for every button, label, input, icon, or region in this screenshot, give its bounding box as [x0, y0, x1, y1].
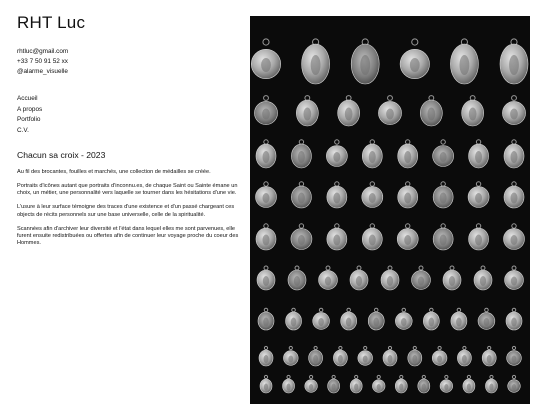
medal-icon	[258, 308, 274, 330]
medal-icon	[469, 140, 489, 168]
medal-icon	[504, 182, 524, 208]
medal-icon	[482, 346, 496, 366]
medal-icon	[326, 140, 347, 167]
medal-icon	[350, 266, 368, 290]
project-paragraph-3: L'usure à leur surface témoigne des traces d'une existence et d'un passé chargeant ces objects de récits personnels sur une base universelle, celle de la spiritualité.	[17, 204, 235, 218]
medal-icon	[333, 346, 347, 366]
nav-item-a-propos[interactable]: A propos	[17, 105, 43, 113]
nav-item-portfolio[interactable]: Portfolio	[17, 116, 41, 123]
medal-icon	[319, 266, 338, 289]
medal-icon	[291, 140, 311, 168]
medal-icon	[256, 140, 276, 168]
medal-icon	[432, 346, 447, 365]
medal-icon	[296, 96, 318, 126]
contact-block	[17, 47, 68, 77]
medal-icon	[468, 182, 489, 208]
medal-icon	[474, 266, 492, 290]
medal-icon	[433, 224, 453, 250]
medal-icon	[288, 266, 306, 290]
project-paragraph-1: Au fil des brocantes, fouilles et marchés, une collection de médailles se créée.	[17, 169, 211, 175]
contact-instagram[interactable]: @alarme_visuelle	[17, 68, 68, 75]
medal-icon	[400, 39, 429, 79]
medal-icon	[450, 39, 478, 84]
medal-icon	[328, 375, 340, 393]
medal-icon	[504, 140, 524, 168]
project-title: Chacun sa croix - 2023	[17, 150, 106, 160]
medal-icon	[502, 96, 525, 125]
medal-icon	[372, 375, 385, 392]
medal-icon	[408, 346, 422, 366]
medal-icon	[362, 182, 383, 208]
main-nav	[17, 94, 42, 136]
project-paragraph-4: Scannées afin d'archiver leur diversité et l'état dans lequel elles me sont parvenues, elle furent ensuite redistribuées ou offertes afin de continuer leur voyage proche du coeur des Hommes.	[17, 225, 239, 247]
medal-icon	[418, 375, 430, 393]
medal-icon	[440, 375, 453, 392]
medal-icon	[291, 182, 311, 208]
medal-icon	[397, 224, 418, 250]
medals-illustration	[250, 16, 530, 404]
medal-icon	[457, 346, 471, 366]
medal-icon	[398, 182, 418, 208]
medal-icon	[256, 182, 277, 208]
medal-icon	[500, 39, 528, 84]
medal-icon	[256, 224, 276, 250]
medal-icon	[341, 308, 357, 330]
nav-item-cv[interactable]: C.V.	[17, 126, 29, 134]
medal-icon	[443, 266, 461, 290]
contact-email[interactable]: rhtluc@gmail.com	[17, 48, 69, 55]
medal-icon	[381, 266, 399, 290]
medal-icon	[257, 266, 275, 290]
medal-icon	[383, 346, 397, 366]
medal-icon	[423, 308, 439, 330]
site-title[interactable]: RHT Luc	[17, 13, 86, 32]
medals-scan-image[interactable]	[250, 16, 530, 404]
medal-icon	[291, 224, 312, 250]
medal-icon	[485, 375, 497, 393]
medal-icon	[302, 39, 330, 84]
medal-icon	[362, 140, 382, 168]
nav-item-accueil[interactable]: Accueil	[17, 95, 38, 102]
medal-icon	[286, 308, 302, 330]
medal-icon	[469, 224, 489, 250]
medal-icon	[420, 96, 442, 126]
medal-icon	[260, 375, 272, 393]
medal-icon	[362, 224, 382, 250]
project-description	[17, 150, 239, 254]
medal-icon	[462, 96, 484, 126]
contact-phone[interactable]: +33 7 50 91 52 xx	[17, 58, 68, 65]
medal-icon	[283, 346, 298, 365]
medal-icon	[327, 224, 347, 250]
medal-icon	[478, 308, 495, 329]
medal-icon	[507, 346, 522, 365]
medal-icon	[378, 96, 401, 125]
medal-icon	[305, 375, 318, 392]
medal-icon	[313, 308, 330, 329]
medal-icon	[259, 346, 273, 366]
medal-icon	[506, 308, 522, 330]
project-paragraph-2: Portraits d'icônes autant que portraits d'inconnu.es, de chaque Saint ou Sainte émane un choix, un métier, une personnalité vers laquelle se tourner dans les hésitations d'une vie.	[17, 182, 238, 197]
medal-icon	[433, 182, 453, 208]
medal-icon	[351, 39, 379, 84]
medal-icon	[508, 375, 521, 392]
medal-icon	[412, 266, 431, 289]
medal-icon	[358, 346, 373, 365]
medal-icon	[463, 375, 475, 393]
medal-icon	[309, 346, 323, 366]
medal-icon	[395, 375, 407, 393]
medal-icon	[433, 140, 454, 167]
medal-icon	[505, 266, 524, 289]
medal-icon	[504, 224, 525, 250]
medal-icon	[283, 375, 295, 393]
medal-icon	[254, 96, 277, 125]
medal-icon	[251, 39, 280, 79]
medal-icon	[395, 308, 412, 329]
medal-icon	[350, 375, 362, 393]
medal-icon	[368, 308, 384, 330]
medal-icon	[398, 140, 418, 168]
medal-icon	[338, 96, 360, 126]
medal-icon	[327, 182, 347, 208]
medal-icon	[451, 308, 467, 330]
